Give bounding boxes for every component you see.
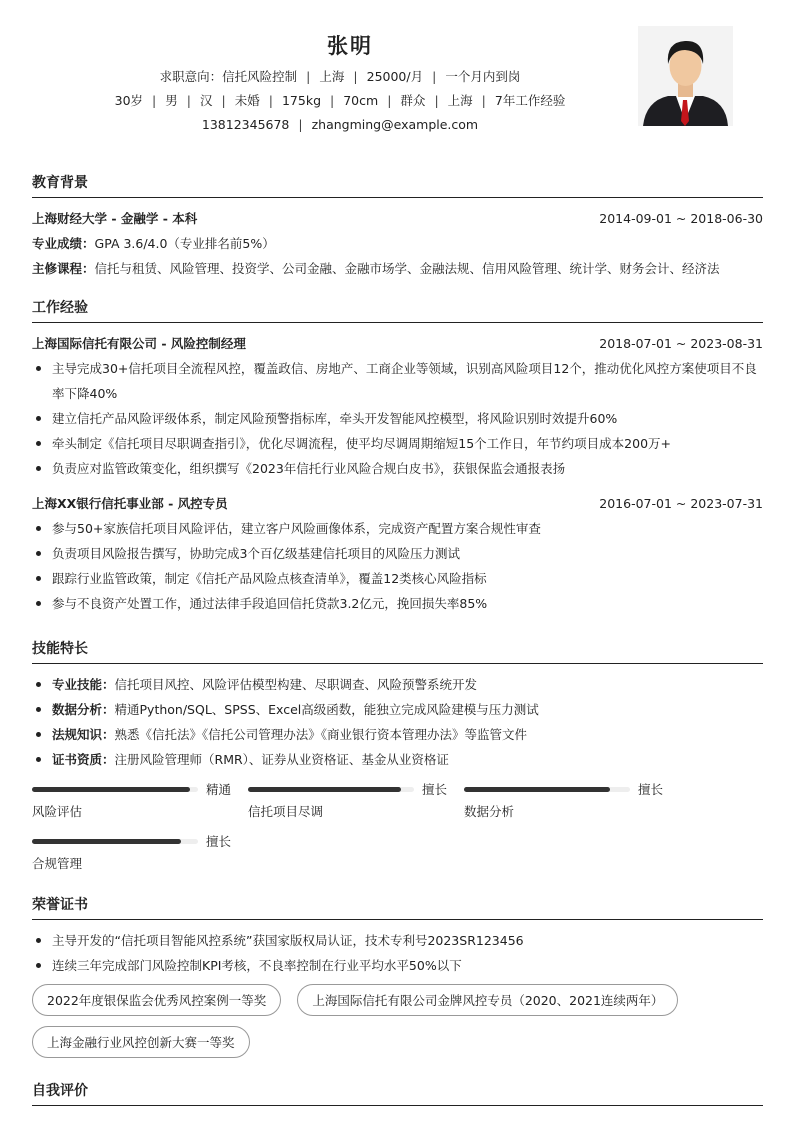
- skill-level: 擅长: [638, 782, 664, 797]
- info-item: 上海: [447, 93, 473, 108]
- section-title: 自我评价: [32, 1080, 763, 1106]
- resume-header: [0, 30, 680, 132]
- separator: |: [298, 117, 303, 132]
- job-org: 上海XX银行信托事业部 - 风控专员: [32, 496, 228, 511]
- info-item: 群众: [400, 93, 426, 108]
- gpa-label: 专业成绩：: [32, 236, 95, 251]
- list-item: 负责项目风险报告撰写，协助完成3个百亿级基建信托项目的风险压力测试: [32, 541, 763, 566]
- info-item: 一个月内到岗: [445, 69, 521, 84]
- personal-info-line: [0, 94, 680, 108]
- skill-text: 熟悉《信托法》《信托公司管理办法》《商业银行资本管理办法》等监管文件: [114, 727, 528, 742]
- list-item: 牵头制定《信托项目尽职调查指引》，优化尽调流程，使平均尽调周期缩短15个工作日，年节约项目成本200万+: [32, 431, 763, 456]
- courses: 信托与租赁、风险管理、投资学、公司金融、金融市场学、金融法规、信用风险管理、统计学、财务会计、经济法: [94, 261, 720, 276]
- info-item: 7年工作经验: [494, 93, 566, 108]
- skill-item: [32, 747, 763, 772]
- profile-photo: [638, 26, 733, 126]
- courses-label: 主修课程：: [32, 261, 95, 276]
- list-item: 主导完成30+信托项目全流程风控，覆盖政信、房地产、工商企业等领域，识别高风险项目12个，推动优化风控方案使项目不良率下降40%: [32, 356, 763, 406]
- info-item: 25000/月: [366, 69, 424, 84]
- skill-item: [32, 722, 763, 747]
- school: 上海财经大学 - 金融学 - 本科: [32, 211, 198, 226]
- skill-name: 风险评估: [32, 804, 83, 819]
- progress-fill: [464, 787, 610, 792]
- section-title: 荣誉证书: [32, 894, 763, 920]
- job-org: 上海国际信托有限公司 - 风险控制经理: [32, 336, 246, 351]
- info-item: 30岁: [114, 93, 144, 108]
- intent-line: [0, 70, 680, 84]
- list-item: 负责应对监管政策变化，组织撰写《2023年信托行业风险合规白皮书》，获银保监会通报表扬: [32, 456, 763, 481]
- section-title: 教育背景: [32, 172, 763, 198]
- info-item: 175kg: [281, 93, 322, 108]
- skill-bar: [248, 780, 464, 820]
- skill-text: 精通Python/SQL、SPSS、Excel高级函数，能独立完成风险建模与压力测试: [114, 702, 539, 717]
- skill-text: 注册风险管理师（RMR）、证券从业资格证、基金从业资格证: [114, 752, 449, 767]
- info-item: 求职意向：信托风险控制: [159, 69, 298, 84]
- skill-text: 信托项目风控、风险评估模型构建、尽职调查、风险预警系统开发: [114, 677, 478, 692]
- info-item: 13812345678: [201, 117, 290, 132]
- separator: |: [434, 93, 439, 108]
- skill-label: 数据分析：: [52, 702, 115, 717]
- job-header: [32, 331, 763, 356]
- progress-fill: [248, 787, 401, 792]
- list-item: 跟踪行业监管政策，制定《信托产品风险点核查清单》，覆盖12类核心风险指标: [32, 566, 763, 591]
- skill-label: 专业技能：: [52, 677, 115, 692]
- section-title: 工作经验: [32, 297, 763, 323]
- skill-item: [32, 672, 763, 697]
- progress-fill: [32, 787, 190, 792]
- list-item: 建立信托产品风险评级体系，制定风险预警指标库，牵头开发智能风控模型，将风险识别时效提升60%: [32, 406, 763, 431]
- skill-bar: [464, 780, 680, 820]
- work-section: [32, 297, 763, 616]
- honor-tag: 2022年度银保监会优秀风控案例一等奖: [32, 984, 281, 1016]
- skill-name: 信托项目尽调: [248, 804, 324, 819]
- self-evaluation-section: [32, 1080, 763, 1114]
- separator: |: [268, 93, 273, 108]
- skill-label: 法规知识：: [52, 727, 115, 742]
- gpa: GPA 3.6/4.0（专业排名前5%）: [94, 236, 275, 251]
- progress-track: [32, 787, 198, 792]
- info-item: 汉: [200, 93, 213, 108]
- separator: |: [221, 93, 226, 108]
- list-item: 参与不良资产处置工作，通过法律手段追回信托贷款3.2亿元，挽回损失率85%: [32, 591, 763, 616]
- info-item: 70cm: [343, 93, 379, 108]
- education-section: [32, 172, 763, 281]
- contact-line: [0, 118, 680, 132]
- progress-track: [464, 787, 630, 792]
- skill-level: 精通: [206, 782, 232, 797]
- section-title: 技能特长: [32, 638, 763, 664]
- skill-level: 擅长: [206, 834, 232, 849]
- candidate-name: 张明: [327, 34, 373, 58]
- skill-label: 证书资质：: [52, 752, 115, 767]
- skill-name: 合规管理: [32, 856, 83, 871]
- job-date: 2018-07-01 ~ 2023-08-31: [599, 336, 763, 351]
- skills-section: [32, 638, 763, 884]
- progress-fill: [32, 839, 181, 844]
- separator: |: [387, 93, 392, 108]
- skill-level: 擅长: [422, 782, 448, 797]
- skill-name: 数据分析: [464, 804, 515, 819]
- info-item: zhangming@example.com: [311, 117, 479, 132]
- honor-tag: 上海金融行业风控创新大赛一等奖: [32, 1026, 250, 1058]
- honor-tag: 上海国际信托有限公司金牌风控专员（2020、2021连续两年）: [297, 984, 678, 1016]
- list-item: 主导开发的“信托项目智能风控系统”获国家版权局认证，技术专利号2023SR123456: [32, 928, 763, 953]
- separator: |: [152, 93, 157, 108]
- skill-bar: [32, 780, 248, 820]
- separator: |: [330, 93, 335, 108]
- skill-item: [32, 697, 763, 722]
- separator: |: [481, 93, 486, 108]
- job-bullets: [32, 356, 763, 481]
- honors-section: [32, 894, 763, 1058]
- date: 2014-09-01 ~ 2018-06-30: [599, 211, 763, 226]
- skill-bar: [32, 832, 248, 872]
- job-header: [32, 491, 763, 516]
- separator: |: [186, 93, 191, 108]
- info-item: 男: [165, 93, 178, 108]
- list-item: 参与50+家族信托项目风险评估，建立客户风险画像体系，完成资产配置方案合规性审查: [32, 516, 763, 541]
- info-item: 上海: [319, 69, 345, 84]
- job-date: 2016-07-01 ~ 2023-07-31: [599, 496, 763, 511]
- separator: |: [432, 69, 437, 84]
- list-item: 连续三年完成部门风险控制KPI考核，不良率控制在行业平均水平50%以下: [32, 953, 763, 978]
- progress-track: [32, 839, 198, 844]
- progress-track: [248, 787, 414, 792]
- job-bullets: [32, 516, 763, 616]
- separator: |: [306, 69, 311, 84]
- info-item: 未婚: [234, 93, 260, 108]
- separator: |: [353, 69, 358, 84]
